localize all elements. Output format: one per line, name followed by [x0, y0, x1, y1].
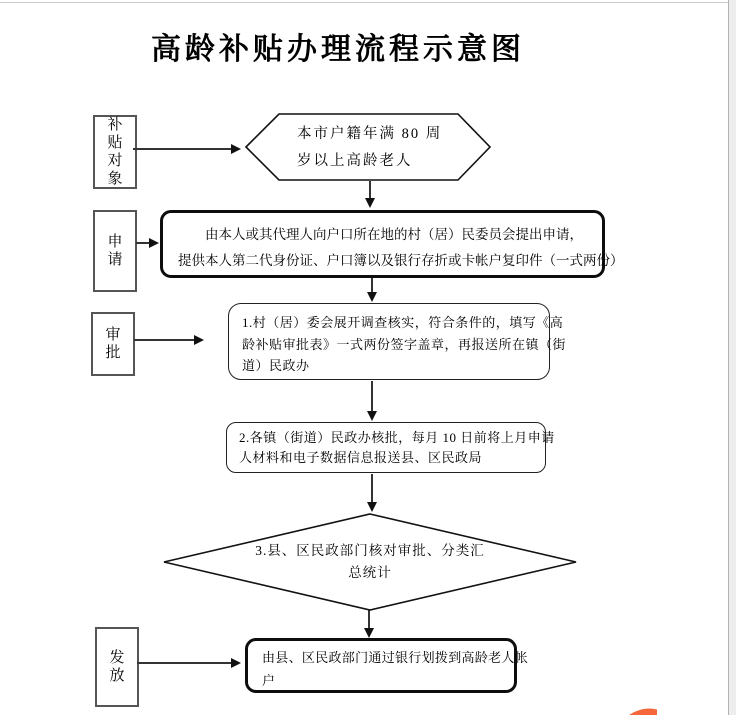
node-application [160, 210, 624, 278]
node-text-line: 本市户籍年满 80 周 [297, 126, 443, 142]
arrowhead-down-icon [367, 411, 377, 421]
arrow-review-to-step1 [134, 339, 194, 341]
node-text-line: 道）民政办 [242, 358, 310, 373]
node-step1-village-review [228, 303, 567, 380]
node-text-line: 由本人或其代理人向户口所在地的村（居）民委员会提出申请， [205, 227, 583, 242]
arrow-eligibility-to-application [369, 181, 371, 198]
node-text-line: 2.各镇（街道）民政办核批，每月 10 日前将上月申请 [239, 430, 555, 445]
arrow-application-to-step1 [371, 278, 373, 292]
node-text-line: 龄补贴审批表》一式两份签字盖章，再报送所在镇（街 [242, 336, 567, 352]
arrowhead-down-icon [365, 198, 375, 208]
page-right-edge [728, 0, 736, 715]
node-step2-town-approval [226, 422, 555, 473]
arrowhead-down-icon [367, 292, 377, 302]
arrowhead-down-icon [367, 502, 377, 512]
arrowhead-right-icon [194, 335, 204, 345]
node-text-line: 3.县、区民政部门核对审批、分类汇 [255, 543, 485, 558]
arrowhead-down-icon [364, 628, 374, 638]
stage-box-subsidy-target [93, 115, 137, 189]
arrow-target-to-eligibility [133, 148, 231, 150]
node-eligibility-hexagon [245, 113, 492, 181]
arrow-step2-to-step3 [371, 474, 373, 502]
node-text-line: 提供本人第二代身份证、户口簿以及银行存折或卡帐户复印件（一式两份） [178, 253, 624, 268]
arrowhead-right-icon [231, 144, 241, 154]
stage-box-review [91, 312, 135, 376]
arrow-step1-to-step2 [371, 381, 373, 411]
arrow-apply-to-application [136, 242, 149, 244]
node-text [163, 540, 577, 584]
stage-label: 申请 [107, 234, 123, 268]
node-text-line: 1.村（居）委会展开调查核实，符合条件的，填写《高 [242, 315, 564, 330]
page-title: 高龄补贴办理流程示意图 [151, 33, 525, 66]
arrow-step3-to-disbursement [368, 610, 370, 628]
stage-box-apply [93, 210, 137, 292]
node-step3-county-check-diamond [163, 513, 577, 611]
node-text-line: 由县、区民政部门通过银行划拨到高龄老人帐 [262, 650, 529, 665]
stage-box-grant [95, 627, 139, 707]
arrow-grant-to-disbursement [137, 662, 231, 664]
node-text-line: 人材料和电子数据信息报送县、区民政局 [239, 450, 483, 465]
page-top-border [0, 2, 729, 3]
node-text-line: 岁以上高龄老人 [297, 153, 413, 169]
node-disbursement [245, 638, 529, 693]
arrowhead-right-icon [149, 238, 159, 248]
orange-swoosh-logo-icon [629, 705, 657, 715]
arrowhead-right-icon [231, 658, 241, 668]
stage-label: 补贴对象 [107, 117, 123, 187]
stage-label: 审批 [105, 327, 121, 361]
node-text [297, 121, 442, 175]
stage-label: 发放 [109, 650, 125, 684]
node-text-line: 总统计 [348, 565, 392, 580]
node-text-line: 户 [262, 673, 276, 688]
